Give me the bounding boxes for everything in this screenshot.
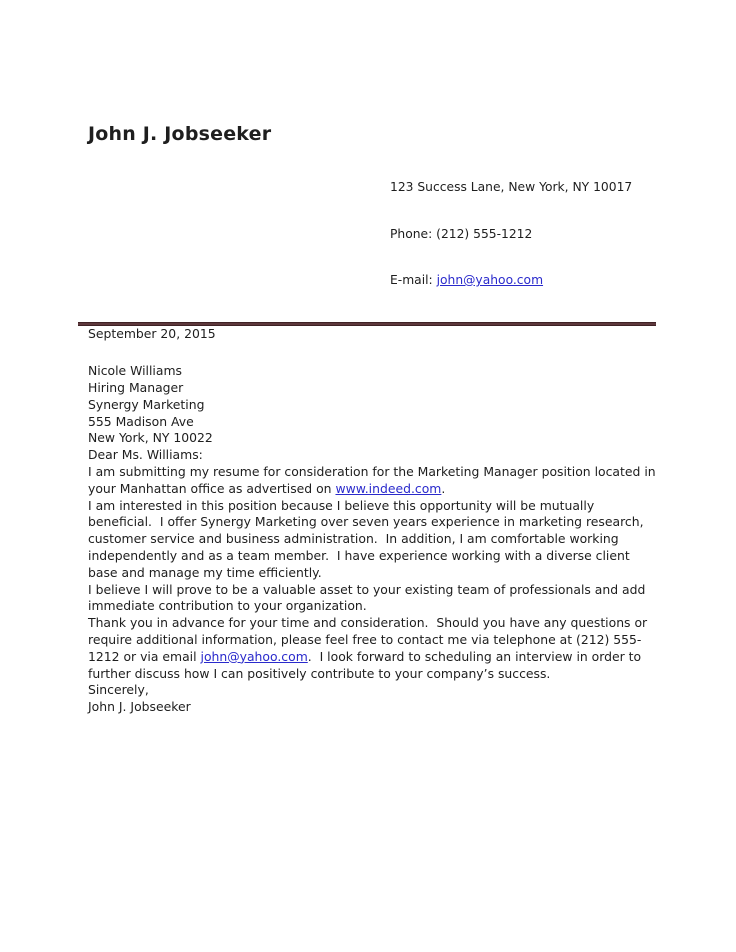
paragraph-1: [88, 464, 658, 498]
sender-contact-block: [390, 149, 658, 320]
recipient-company: Synergy Marketing: [88, 396, 205, 412]
paragraph-3: I believe I will prove to be a valuable asset to your existing team of professionals and add immediate contribution to your organization.: [88, 581, 650, 614]
sender-phone-line: [390, 227, 658, 243]
phone-number: (212) 555-1212: [436, 226, 533, 241]
indeed-link[interactable]: www.indeed.com: [335, 480, 442, 496]
paragraph-1-text-after: .: [441, 480, 446, 496]
paragraph-4: [88, 615, 658, 682]
recipient-title: Hiring Manager: [88, 380, 184, 396]
salutation: Dear Ms. Williams:: [88, 447, 203, 463]
recipient-block: [88, 363, 658, 447]
recipient-city-state-zip: New York, NY 10022: [88, 430, 213, 446]
body-email-link[interactable]: john@yahoo.com: [200, 648, 308, 664]
closing: Sincerely,: [88, 682, 149, 698]
sender-email-line: [390, 273, 658, 289]
email-label: E-mail:: [390, 273, 437, 287]
sender-email-link[interactable]: john@yahoo.com: [436, 273, 544, 287]
phone-label: Phone:: [390, 226, 437, 241]
letter-body: [88, 326, 658, 717]
paragraph-4-text-after: . I look forward to scheduling an interview in order to further discuss how I can positively contribute to your company’s success.: [88, 648, 646, 681]
recipient-name: Nicole Williams: [88, 363, 182, 379]
paragraph-4-text: Thank you in advance for your time and consideration. Should you have any questions or require additional information, please feel free to contact me via telephone at (212) 555-1212 or via email: [88, 615, 652, 664]
letter-date: September 20, 2015: [88, 325, 216, 341]
sender-address: 123 Success Lane, New York, NY 10017: [390, 180, 633, 194]
signature-name: John J. Jobseeker: [88, 699, 191, 715]
recipient-street: 555 Madison Ave: [88, 413, 194, 429]
paragraph-2: I am interested in this position because I believe this opportunity will be mutually beneficial. I offer Synergy Marketing over seven years experience in marketing research, customer service and business administration. In addition, I am comfortable working independently and as a team member. I have experience working with a diverse client base and manage my time efficiently.: [88, 497, 648, 580]
sender-name: John J. Jobseeker: [88, 123, 272, 145]
paragraph-1-text: I am submitting my resume for consideration for the Marketing Manager position located in your Manhattan office as advertised on: [88, 464, 660, 496]
